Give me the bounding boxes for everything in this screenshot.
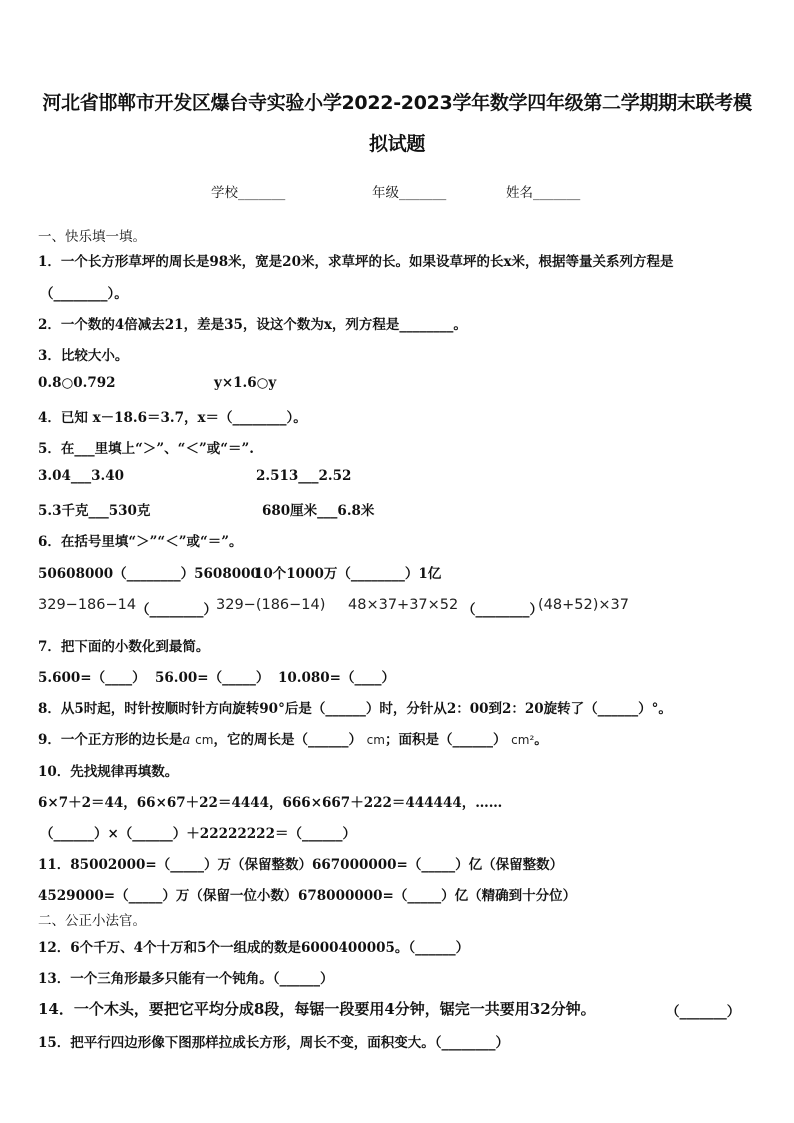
question-11-item-a: 11．85002000=（_____）万（保留整数）	[38, 857, 312, 873]
section-heading-fill: 一、快乐填一填。	[38, 229, 146, 245]
question-12: 12．6个千万、4个十万和5个一组成的数是6000400005。（______）	[38, 940, 470, 956]
question-8: 8．从5时起，时针按顺时针方向旋转90°后是（______）时，分针从2：00到2：20旋转了（______）°。	[38, 701, 672, 717]
question-5-item-a: 3.04___3.40	[38, 468, 125, 484]
question-14: 14．一个木头，要把它平均分成8段，每锯一段要用4分钟，锯完一共要用32分钟。	[38, 1000, 596, 1018]
question-7: 7．把下面的小数化到最简。	[38, 639, 210, 655]
section-heading-judge: 二、公正小法官。	[38, 913, 146, 929]
question-13: 13．一个三角形最多只能有一个钝角。（______）	[38, 971, 334, 987]
question-1-answer: （________）。	[40, 286, 128, 302]
question-2: 2．一个数的4倍减去21，差是35，设这个数为x，列方程是________。	[38, 317, 467, 333]
page-title-continued: 拟试题	[368, 133, 426, 155]
page-title: 河北省邯郸市开发区爆台寺实验小学2022-2023学年数学四年级第二学期期末联考模	[42, 92, 752, 114]
question-15: 15．把平行四边形像下图那样拉成长方形，周长不变，面积变大。（________）	[38, 1035, 510, 1051]
question-6-expr-c-right: 329−(186−14)	[216, 597, 326, 613]
question-10: 10．先找规律再填数。	[38, 764, 179, 780]
question-7-item-b: 56.00=（_____）	[155, 670, 270, 686]
question-3-item-b: y×1.6○y	[214, 375, 277, 391]
question-6: 6．在括号里填“＞”“＜”或“＝”。	[38, 534, 243, 550]
question-9-text-a: 9．一个正方形的边长是	[38, 732, 183, 748]
question-5: 5．在___里填上“＞”、“＜”或“＝”.	[38, 441, 254, 457]
question-9	[38, 728, 548, 748]
question-7-item-c: 10.080=（____）	[278, 670, 395, 686]
question-9-unit-a: cm	[195, 733, 214, 747]
question-9-unit-b: cm	[366, 733, 385, 747]
question-11-item-c: 4529000=（_____）万（保留一位小数）	[38, 888, 298, 904]
question-3-item-a: 0.8○0.792	[38, 375, 116, 391]
question-10-fill: （______）×（______）＋22222222＝（______）	[40, 826, 356, 842]
question-7-item-a: 5.600=（____）	[38, 670, 146, 686]
question-6-item-a: 50608000（________）5608000	[38, 566, 260, 582]
question-6-item-b: 10个1000万（________）1亿	[254, 566, 442, 582]
question-5-item-d: 680厘米___6.8米	[262, 503, 375, 519]
question-9-variable: a	[182, 732, 191, 748]
question-5-item-b: 2.513___2.52	[256, 468, 352, 484]
question-6-blank-c: （________）	[136, 602, 217, 618]
question-14-answer: （_______）	[666, 1004, 741, 1020]
question-11-item-d: 678000000=（_____）亿（精确到十分位）	[298, 888, 577, 904]
question-1: 1．一个长方形草坪的周长是98米，宽是20米，求草坪的长。如果设草坪的长x米，根据等量关系列方程是	[38, 254, 674, 270]
question-3: 3．比较大小。	[38, 348, 129, 364]
grade-field: 年级_______	[372, 185, 447, 201]
question-5-item-c: 5.3千克___530克	[38, 503, 151, 519]
question-9-end: 。	[534, 732, 548, 748]
question-6-blank-d: （________）	[462, 602, 543, 618]
question-6-expr-d-left: 48×37+37×52	[348, 597, 459, 613]
question-4: 4．已知 x－18.6＝3.7，x＝（________）。	[38, 410, 307, 426]
question-9-text-b: ，它的周长是（______）	[213, 732, 362, 748]
name-field: 姓名_______	[506, 185, 581, 201]
question-6-expr-c-left: 329−186−14	[38, 597, 137, 613]
question-10-pattern: 6×7＋2＝44，66×67＋22＝4444，666×667＋222＝444444，……	[38, 795, 503, 811]
question-9-text-c: ；面积是（______）	[384, 732, 507, 748]
question-9-unit-c: cm²	[511, 733, 535, 747]
question-6-expr-d-right: (48+52)×37	[538, 597, 629, 613]
school-field: 学校_______	[211, 185, 286, 201]
question-11-item-b: 667000000=（_____）亿（保留整数）	[312, 857, 564, 873]
